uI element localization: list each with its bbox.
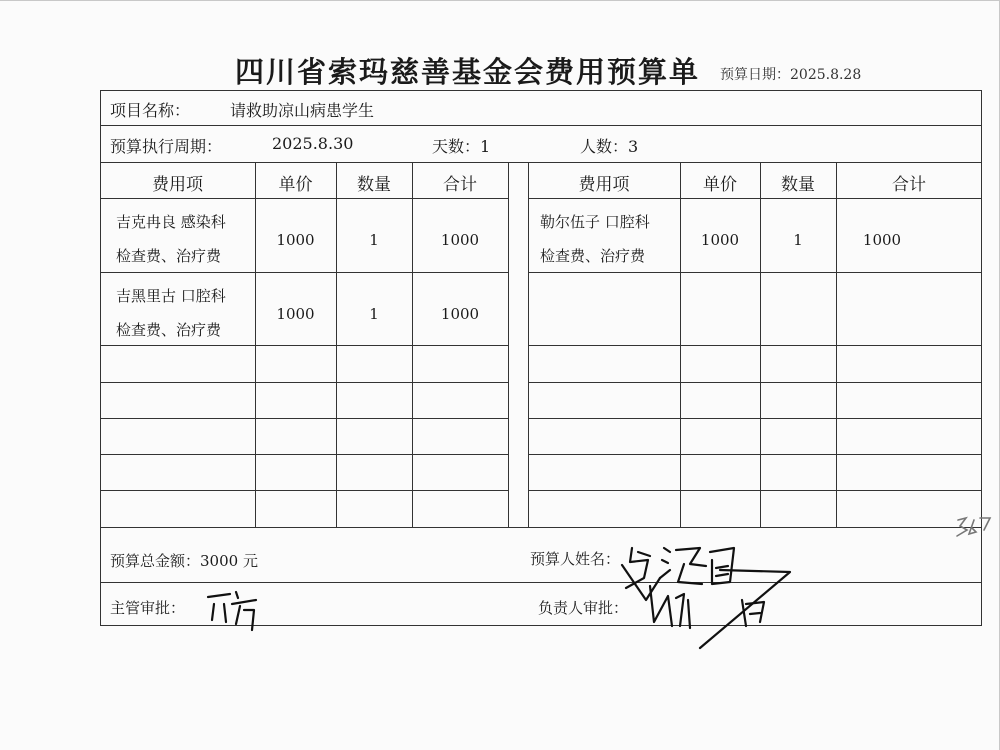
row-price: 1000 bbox=[276, 231, 315, 249]
project-name: 请救助凉山病患学生 bbox=[230, 101, 375, 120]
budget-total: 预算总金额：3000 元 bbox=[110, 552, 258, 570]
row-qty: 1 bbox=[369, 305, 379, 323]
row-item-line1: 吉黑里古 口腔科 bbox=[116, 287, 226, 305]
people-count: 人数：3 bbox=[580, 137, 639, 156]
row-qty: 1 bbox=[793, 231, 803, 249]
period-label: 预算执行周期： bbox=[110, 137, 223, 156]
header-price: 单价 bbox=[278, 175, 313, 195]
row-item-line2: 检查费、治疗费 bbox=[116, 321, 222, 339]
row-item-line1: 吉克冉良 感染科 bbox=[116, 213, 226, 231]
days-count: 天数：1 bbox=[432, 137, 491, 156]
responsible-label: 负责人审批： bbox=[538, 599, 629, 617]
header-item: 费用项 bbox=[578, 175, 630, 195]
budget-date: 预算日期：2025.8.28 bbox=[720, 67, 862, 83]
supervisor-label: 主管审批： bbox=[110, 599, 186, 617]
header-qty: 数量 bbox=[781, 175, 815, 195]
document-title: 四川省索玛慈善基金会费用预算单 bbox=[235, 55, 701, 89]
period-value: 2025.8.30 bbox=[272, 134, 354, 153]
header-total: 合计 bbox=[892, 175, 926, 195]
budget-person-label: 预算人姓名： bbox=[530, 550, 621, 568]
row-item-line2: 检查费、治疗费 bbox=[540, 247, 646, 265]
row-item-line1: 勒尔伍子 口腔科 bbox=[540, 213, 650, 231]
row-qty: 1 bbox=[369, 231, 379, 249]
row-total: 1000 bbox=[862, 231, 902, 249]
row-item-line2: 检查费、治疗费 bbox=[116, 247, 222, 265]
row-price: 1000 bbox=[276, 305, 315, 323]
row-total: 1000 bbox=[440, 231, 480, 249]
header-total: 合计 bbox=[443, 175, 477, 195]
supervisor-signature bbox=[208, 592, 256, 630]
header-item: 费用项 bbox=[152, 175, 203, 195]
row-total: 1000 bbox=[440, 305, 480, 323]
row-price: 1000 bbox=[700, 231, 740, 249]
project-label: 项目名称： bbox=[110, 101, 191, 120]
page-number-mark bbox=[957, 518, 990, 536]
header-qty: 数量 bbox=[357, 175, 391, 195]
budget-person-signature bbox=[622, 548, 790, 648]
header-price: 单价 bbox=[703, 175, 737, 195]
